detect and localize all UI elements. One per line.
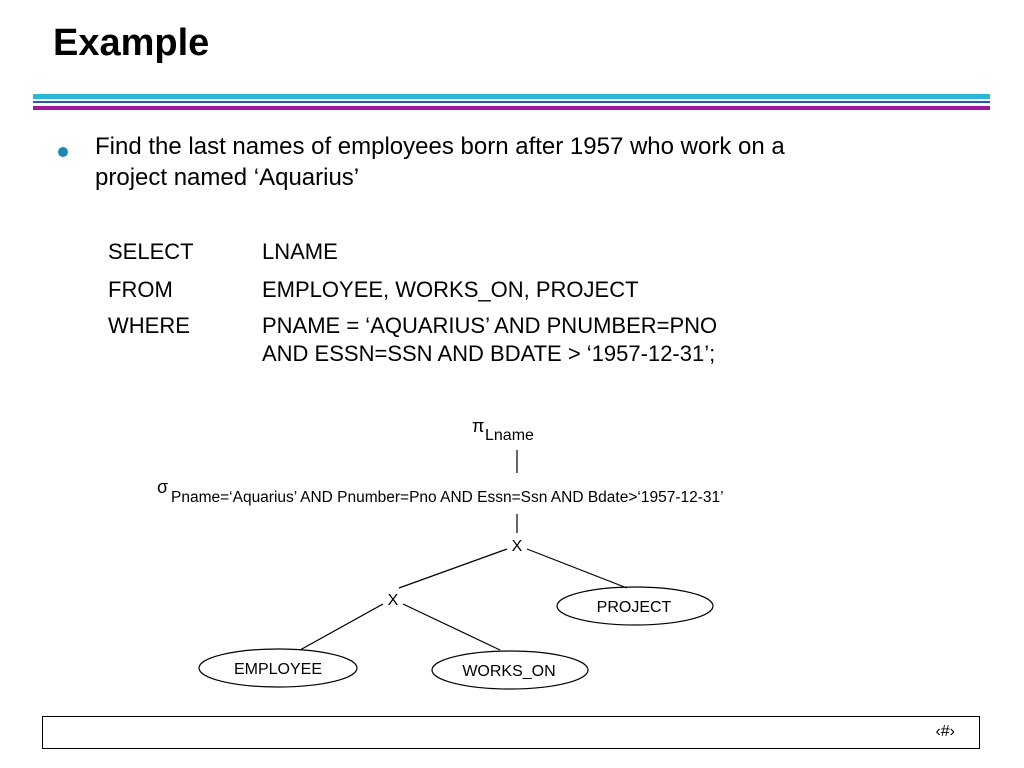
sql-where-keyword: WHERE — [108, 313, 190, 338]
page-number: ‹#› — [935, 723, 955, 740]
sql-select-keyword: SELECT — [108, 239, 194, 264]
edge-cross-top-right — [527, 549, 627, 588]
project-label: PROJECT — [596, 599, 672, 616]
sql-select-value: LNAME — [262, 239, 338, 264]
projection-attribute: Lname — [485, 427, 534, 444]
edge-cross-bottom-left — [300, 604, 383, 650]
bullet-line-1: Find the last names of employees born after 1957 who work on a — [95, 133, 785, 160]
projection-symbol: π — [472, 416, 485, 436]
edge-cross-top-left — [399, 549, 507, 588]
cross-product-top: X — [511, 538, 523, 555]
slide-title: Example — [53, 22, 210, 64]
employee-label: EMPLOYEE — [233, 661, 323, 678]
edge-cross-bottom-right — [403, 604, 500, 650]
sql-from-keyword: FROM — [108, 277, 173, 302]
cross-product-bottom: X — [387, 592, 399, 609]
selection-condition: Pname=‘Aquarius’ AND Pnumber=Pno AND Essn=Ssn AND Bdate>‘1957-12-31’ — [171, 489, 724, 506]
selection-symbol: σ — [157, 477, 169, 497]
works-on-label: WORKS_ON — [462, 663, 556, 680]
bullet-line-2: project named ‘Aquarius’ — [95, 164, 360, 191]
sql-where-value-line-1: PNAME = ‘AQUARIUS’ AND PNUMBER=PNO — [262, 313, 718, 338]
sql-from-value: EMPLOYEE, WORKS_ON, PROJECT — [262, 277, 639, 302]
sql-where-value-line-2: AND ESSN=SSN AND BDATE > ‘1957-12-31’; — [262, 341, 716, 366]
footer-bar — [42, 716, 980, 749]
